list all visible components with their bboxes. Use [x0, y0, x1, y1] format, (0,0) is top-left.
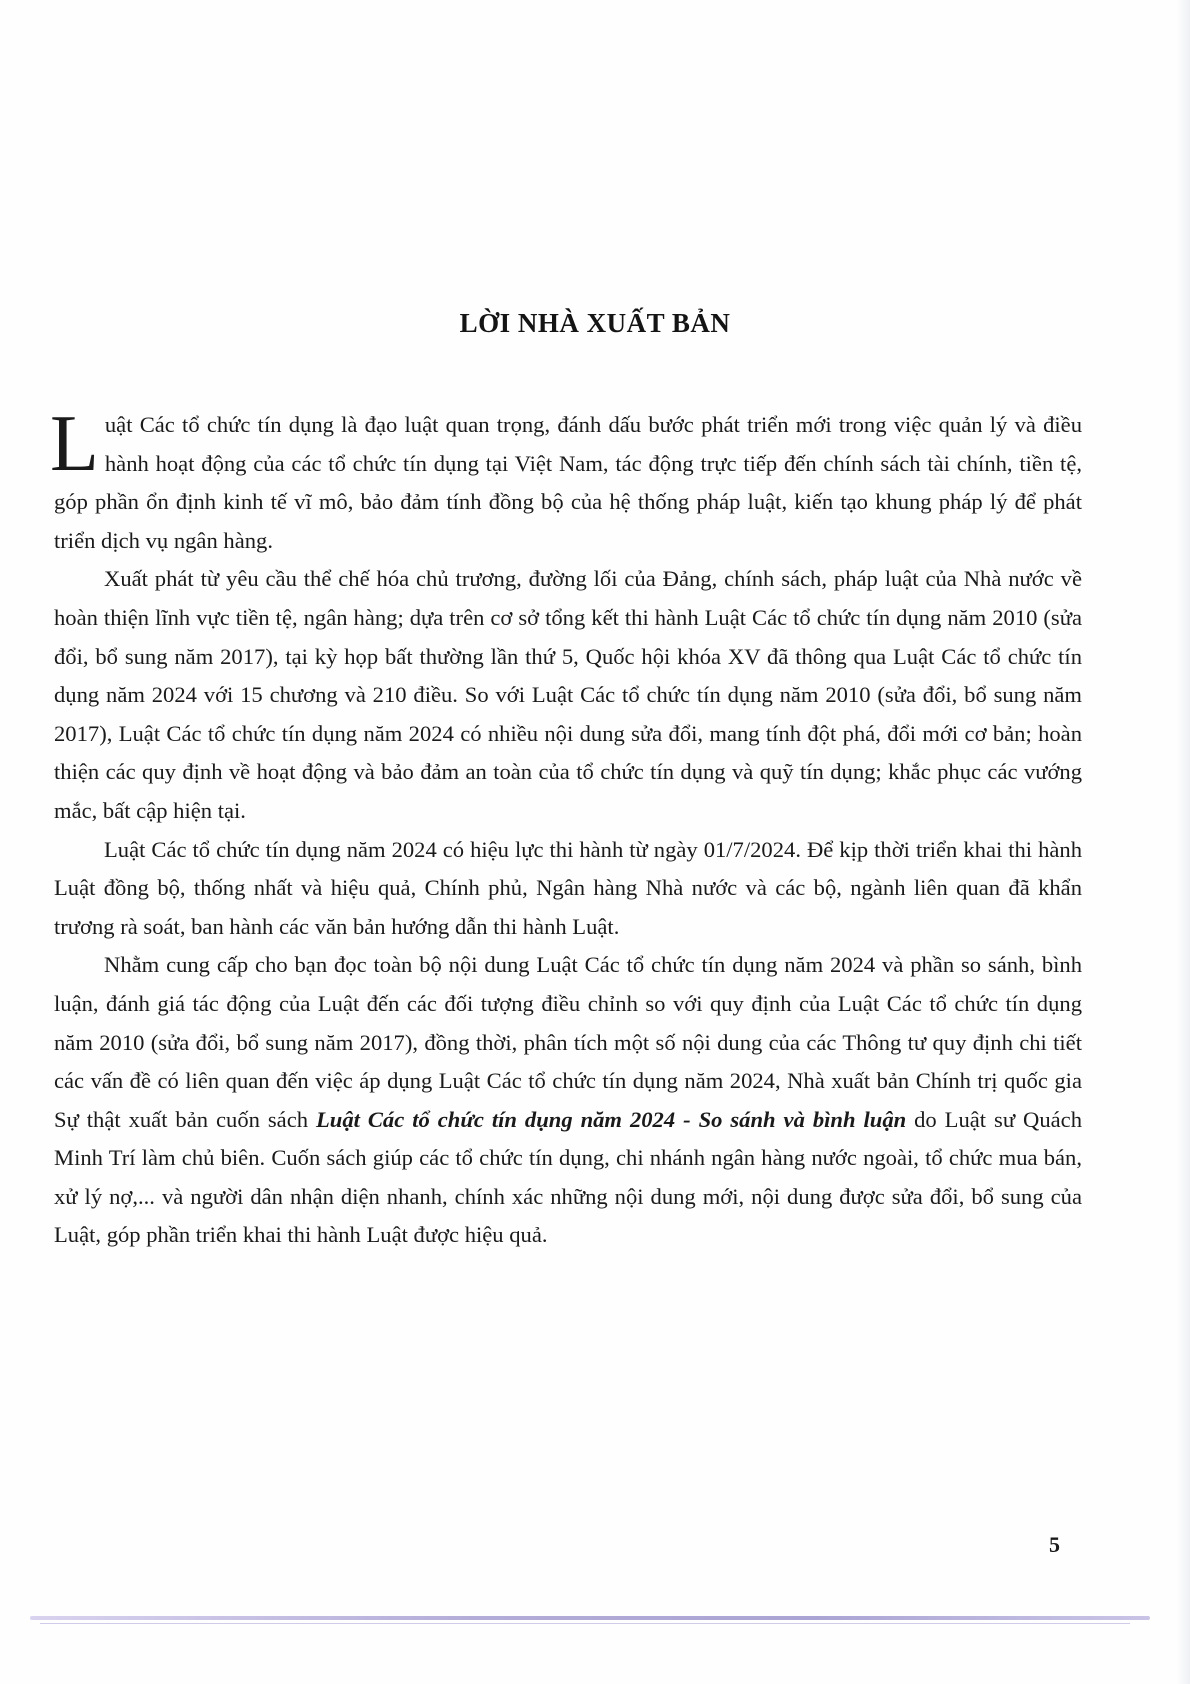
book-title: Luật Các tổ chức tín dụng năm 2024 - So sánh và bình luận — [315, 1106, 907, 1132]
page-number: 5 — [1049, 1532, 1060, 1557]
paragraph-1 — [50, 400, 1082, 560]
foreword-body — [50, 400, 1082, 1255]
page-title: LỜI NHÀ XUẤT BẢN — [459, 308, 731, 338]
paragraph-3: Luật Các tổ chức tín dụng năm 2024 có hiệu lực thi hành từ ngày 01/7/2024. Để kịp thời triển khai thi hành Luật đồng bộ, thống nhất và hiệu quả, Chính phủ, Ngân hàng Nhà nước và các bộ, ngành liên quan đã khẩn trương rà soát, ban hành các văn bản hướng dẫn thi hành Luật. — [54, 836, 1082, 939]
page-edge-shadow — [1176, 0, 1190, 1684]
paragraph-4-tail: do Luật sư Quách Minh Trí làm chủ biên. Cuốn sách giúp các tổ chức tín dụng, chi nhánh ngân hàng nước ngoài, tổ chức mua bán, xử lý nợ,... và người dân nhận diện nhanh, chính xác những nội dung mới, nội dung được sửa đổi, bổ sung của Luật, góp phần triển khai thi hành Luật được hiệu quả. — [54, 1106, 1082, 1248]
paragraph-4 — [54, 946, 1082, 1255]
paragraph-1-text: uật Các tổ chức tín dụng là đạo luật quan trọng, đánh dấu bước phát triển mới trong việc quản lý và điều hành hoạt động của các tổ chức tín dụng tại Việt Nam, tác động trực tiếp đến chính sách tài chính, tiền tệ, góp phần ổn định kinh tế vĩ mô, bảo đảm tính đồng bộ của hệ thống pháp luật, kiến tạo khung pháp lý để phát triển dịch vụ ngân hàng. — [54, 412, 1082, 553]
paragraph-4-lead: Nhằm cung cấp cho bạn đọc toàn bộ nội dung Luật Các tổ chức tín dụng năm 2024 và phần so sánh, bình luận, đánh giá tác động của Luật đến các đối tượng điều chỉnh so với quy định của Luật Các tổ chức tín dụng năm 2010 (sửa đổi, bổ sung năm 2017), đồng thời, phân tích một số nội dung của các Thông tư quy định chi tiết các vấn đề có liên quan đến việc áp dụng Luật Các tổ chức tín dụng năm 2024, Nhà xuất bản Chính trị quốc gia Sự thật xuất bản cuốn sách — [54, 952, 1082, 1132]
paragraph-2: Xuất phát từ yêu cầu thể chế hóa chủ trương, đường lối của Đảng, chính sách, pháp luật của Nhà nước về hoàn thiện lĩnh vực tiền tệ, ngân hàng; dựa trên cơ sở tổng kết thi hành Luật Các tổ chức tín dụng năm 2010 (sửa đổi, bổ sung năm 2017), tại kỳ họp bất thường lần thứ 5, Quốc hội khóa XV đã thông qua Luật Các tổ chức tín dụng năm 2024 với 15 chương và 210 điều. So với Luật Các tổ chức tín dụng năm 2010 (sửa đổi, bổ sung năm 2017), Luật Các tổ chức tín dụng năm 2024 có nhiều nội dung sửa đổi, mang tính đột phá, đổi mới cơ bản; hoàn thiện các quy định về hoạt động và bảo đảm an toàn của tổ chức tín dụng và quỹ tín dụng; khắc phục các vướng mắc, bất cập hiện tại. — [54, 566, 1082, 823]
drop-cap: L — [50, 400, 99, 488]
bottom-page-rule — [30, 1616, 1150, 1620]
bottom-page-rule-thin — [40, 1623, 1130, 1624]
